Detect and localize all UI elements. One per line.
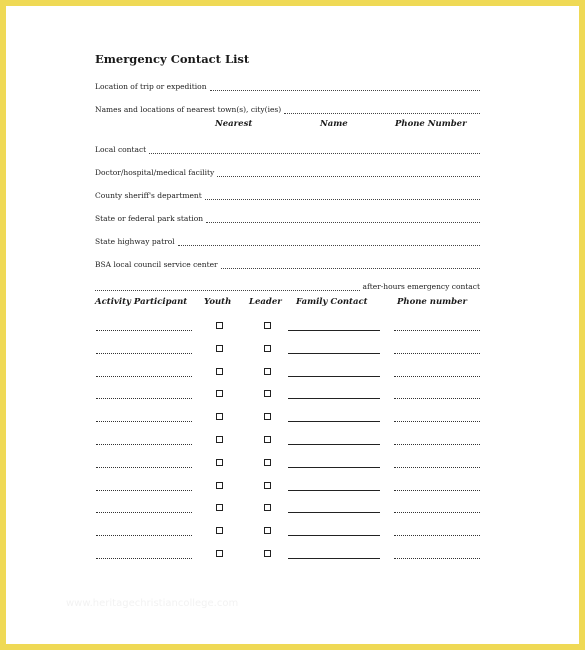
contact-row-highway-patrol[interactable]: [95, 234, 480, 246]
watermark: www.heritagechristiancollege.com: [66, 598, 239, 609]
header-activity-participant: Activity Participant: [95, 297, 188, 307]
contact-line[interactable]: [178, 237, 480, 246]
family-contact-line[interactable]: [288, 421, 380, 422]
participant-line[interactable]: [96, 558, 192, 559]
participant-line[interactable]: [96, 398, 192, 399]
phone-number-line[interactable]: [394, 376, 480, 377]
phone-number-line[interactable]: [394, 444, 480, 445]
activity-row: [6, 457, 579, 469]
contact-line[interactable]: [217, 168, 480, 177]
participant-line[interactable]: [96, 353, 192, 354]
contact-line[interactable]: [205, 191, 480, 200]
phone-number-line[interactable]: [394, 535, 480, 536]
youth-checkbox[interactable]: [216, 322, 223, 329]
family-contact-line[interactable]: [288, 467, 380, 468]
contact-label: Doctor/hospital/medical facility: [95, 168, 215, 177]
leader-checkbox[interactable]: [264, 390, 271, 397]
activity-row: [6, 548, 579, 560]
family-contact-line[interactable]: [288, 398, 380, 399]
family-contact-line[interactable]: [288, 512, 380, 513]
activity-row: [6, 480, 579, 492]
location-field[interactable]: [95, 79, 480, 91]
participant-line[interactable]: [96, 535, 192, 536]
leader-checkbox[interactable]: [264, 322, 271, 329]
youth-checkbox[interactable]: [216, 345, 223, 352]
activity-row: [6, 502, 579, 514]
participant-line[interactable]: [96, 512, 192, 513]
leader-checkbox[interactable]: [264, 345, 271, 352]
phone-number-line[interactable]: [394, 421, 480, 422]
youth-checkbox[interactable]: [216, 550, 223, 557]
location-line[interactable]: [210, 82, 480, 91]
form-page: [6, 6, 579, 644]
activity-row: [6, 411, 579, 423]
phone-number-line[interactable]: [394, 512, 480, 513]
phone-number-line[interactable]: [394, 398, 480, 399]
participant-line[interactable]: [96, 421, 192, 422]
youth-checkbox[interactable]: [216, 482, 223, 489]
phone-number-line[interactable]: [394, 558, 480, 559]
participant-line[interactable]: [96, 490, 192, 491]
header-family-contact: Family Contact: [296, 297, 368, 307]
contact-row-bsa-council[interactable]: [95, 257, 480, 269]
leader-checkbox[interactable]: [264, 368, 271, 375]
contact-row-doctor[interactable]: [95, 165, 480, 177]
contact-row-local[interactable]: [95, 142, 480, 154]
youth-checkbox[interactable]: [216, 504, 223, 511]
activity-row: [6, 366, 579, 378]
phone-number-line[interactable]: [394, 490, 480, 491]
activity-row: [6, 525, 579, 537]
header-name: Name: [320, 119, 348, 129]
leader-checkbox[interactable]: [264, 527, 271, 534]
contact-line[interactable]: [149, 145, 480, 154]
activity-row: [6, 320, 579, 332]
activity-row: [6, 388, 579, 400]
header-leader: Leader: [249, 297, 282, 307]
family-contact-line[interactable]: [288, 558, 380, 559]
leader-checkbox[interactable]: [264, 504, 271, 511]
leader-checkbox[interactable]: [264, 436, 271, 443]
youth-checkbox[interactable]: [216, 413, 223, 420]
after-hours-label: after-hours emergency contact: [362, 282, 480, 291]
family-contact-line[interactable]: [288, 490, 380, 491]
contact-line[interactable]: [221, 260, 480, 269]
location-label: Location of trip or expedition: [95, 82, 207, 91]
header-phone-number: Phone Number: [395, 119, 467, 129]
contact-label: State or federal park station: [95, 214, 204, 223]
towns-label: Names and locations of nearest town(s), city(ies): [95, 105, 282, 114]
family-contact-line[interactable]: [288, 353, 380, 354]
contact-label: State highway patrol: [95, 237, 175, 246]
towns-line[interactable]: [284, 105, 480, 114]
leader-checkbox[interactable]: [264, 482, 271, 489]
after-hours-field[interactable]: [95, 279, 480, 291]
leader-checkbox[interactable]: [264, 550, 271, 557]
header-youth: Youth: [204, 297, 232, 307]
towns-field[interactable]: [95, 102, 480, 114]
activity-row: [6, 343, 579, 355]
header-nearest: Nearest: [215, 119, 253, 129]
participant-line[interactable]: [96, 330, 192, 331]
contact-line[interactable]: [206, 214, 480, 223]
contact-label: BSA local council service center: [95, 260, 218, 269]
youth-checkbox[interactable]: [216, 368, 223, 375]
leader-checkbox[interactable]: [264, 413, 271, 420]
activity-row: [6, 434, 579, 446]
header-phone-number-activity: Phone number: [397, 297, 467, 307]
family-contact-line[interactable]: [288, 444, 380, 445]
youth-checkbox[interactable]: [216, 527, 223, 534]
youth-checkbox[interactable]: [216, 459, 223, 466]
contact-row-park-station[interactable]: [95, 211, 480, 223]
contact-label: County sheriff's department: [95, 191, 202, 200]
leader-checkbox[interactable]: [264, 459, 271, 466]
youth-checkbox[interactable]: [216, 390, 223, 397]
phone-number-line[interactable]: [394, 353, 480, 354]
phone-number-line[interactable]: [394, 330, 480, 331]
participant-line[interactable]: [96, 444, 192, 445]
after-hours-line[interactable]: [95, 282, 360, 291]
phone-number-line[interactable]: [394, 467, 480, 468]
participant-line[interactable]: [96, 376, 192, 377]
participant-line[interactable]: [96, 467, 192, 468]
family-contact-line[interactable]: [288, 330, 380, 331]
form-title: Emergency Contact List: [95, 52, 250, 66]
contact-label: Local contact: [95, 145, 147, 154]
youth-checkbox[interactable]: [216, 436, 223, 443]
contact-row-sheriff[interactable]: [95, 188, 480, 200]
family-contact-line[interactable]: [288, 376, 380, 377]
family-contact-line[interactable]: [288, 535, 380, 536]
